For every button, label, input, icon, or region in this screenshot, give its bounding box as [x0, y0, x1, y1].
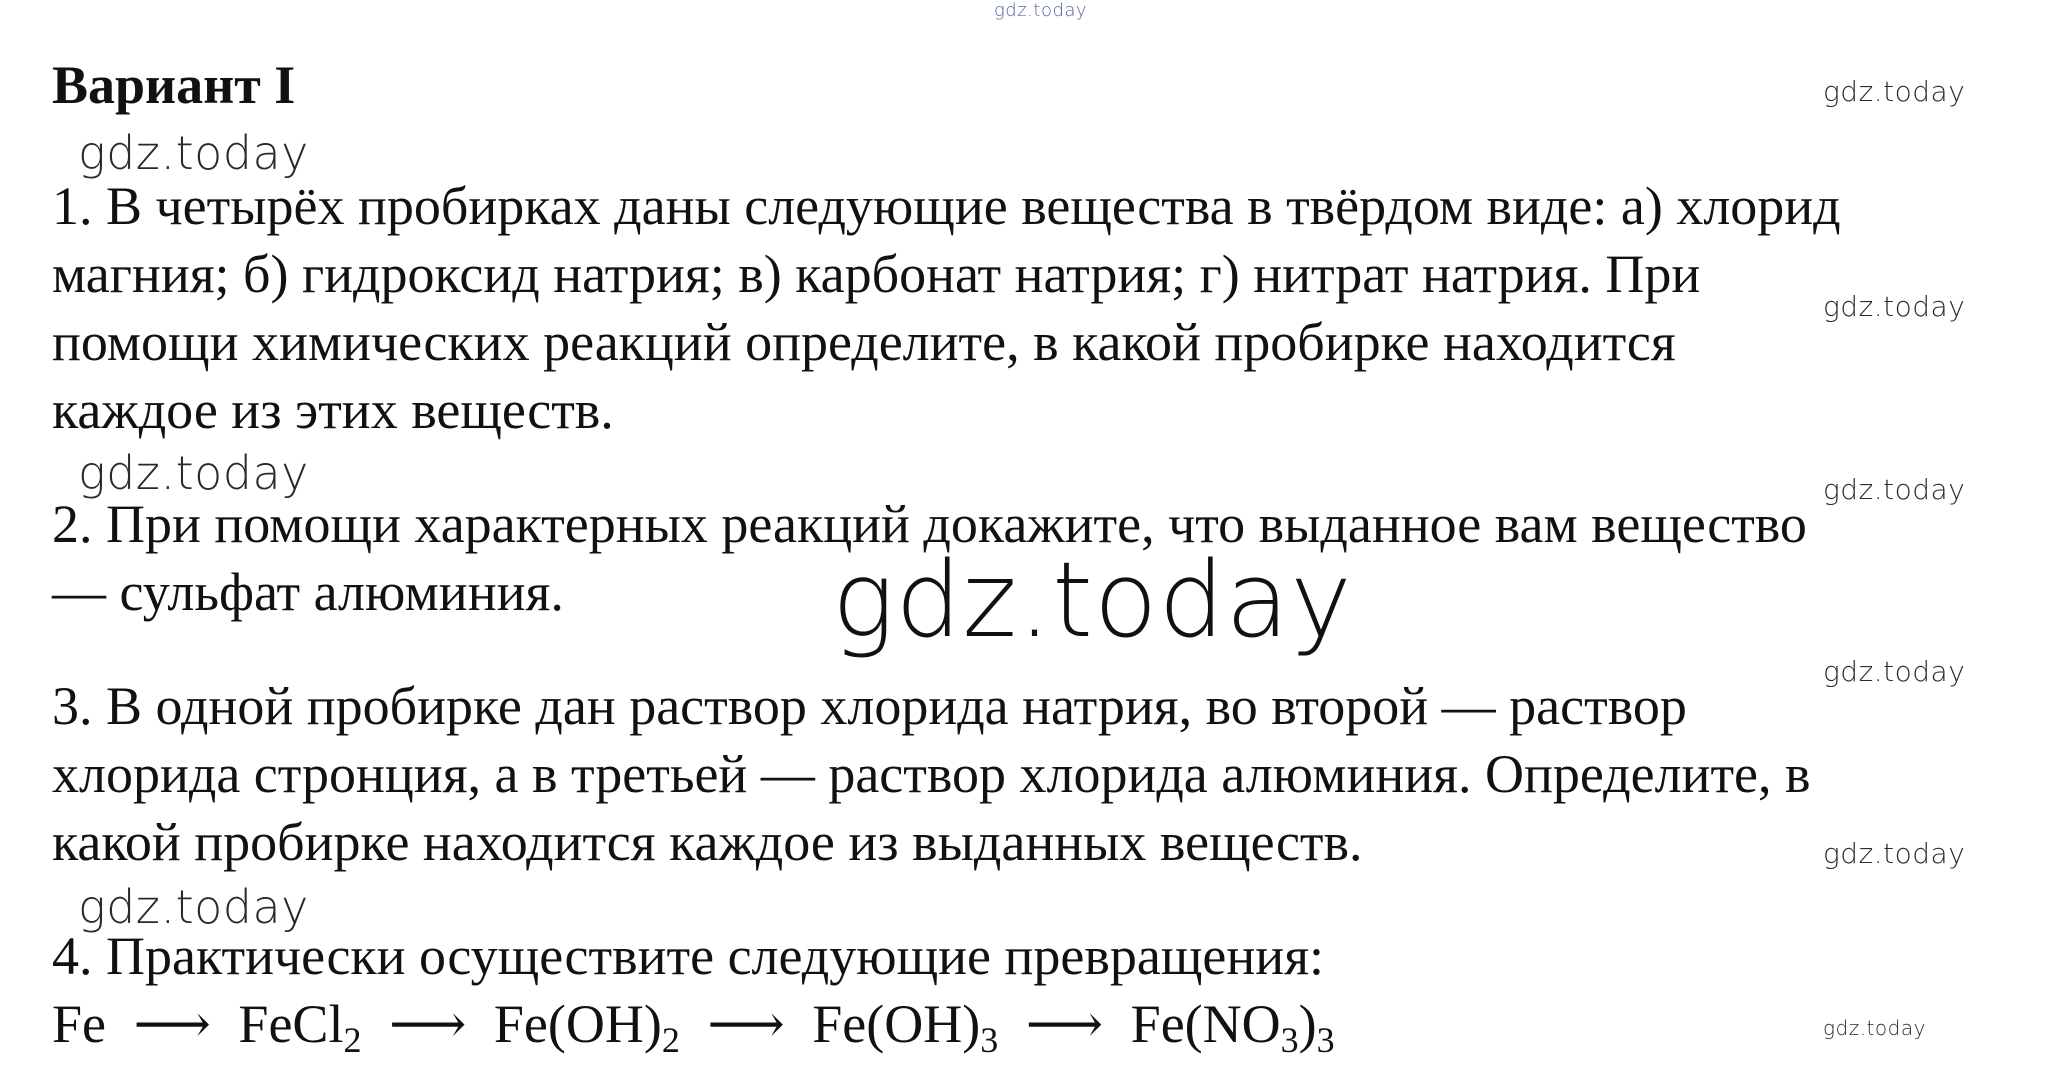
task-line: 3. В одной пробирке дан раствор хлорида натрия, во второй — раствор [52, 676, 1687, 736]
task-line: хлорида стронция, а в третьей — раствор хлорида алюминия. Определите, в [52, 744, 1811, 804]
species-feoh3: $Fe(OH)_3$ [812, 994, 999, 1060]
watermark-left: gdz.today [78, 446, 309, 500]
reaction-arrow: ⟶ [133, 994, 211, 1054]
watermark-right: gdz.today [1823, 290, 1966, 323]
watermark-left: gdz.today [78, 880, 309, 934]
reaction-arrow: ⟶ [388, 994, 467, 1054]
watermark-left: gdz.today [78, 126, 309, 180]
species-feoh2: $Fe(OH)_2$ [493, 994, 680, 1060]
watermark-right: gdz.today [1823, 837, 1966, 870]
watermark-top: gdz.today [994, 0, 1088, 21]
species-fecl2: FeCl$_2$ [238, 994, 362, 1060]
species-feno33: $Fe(NO_3)_3$ [1130, 994, 1335, 1060]
task-line: 1. В четырёх пробирках даны следующие вещества в твёрдом виде: а) хлорид [52, 176, 1841, 236]
watermark-center: gdz.today [832, 539, 1353, 661]
task-4 [52, 922, 1324, 990]
task-line: 4. Практически осуществите следующие превращения: [52, 926, 1325, 986]
task-line: 2. При помощи характерных реакций докажите, что выданное вам вещество [52, 494, 1807, 554]
watermark-right: gdz.today [1823, 75, 1966, 108]
task-line: помощи химических реакций определите, в какой пробирке находится [52, 312, 1676, 372]
task-line: каждое из этих веществ. [52, 380, 614, 440]
task-line: — сульфат алюминия. [52, 562, 564, 622]
reaction-arrow: ⟶ [1025, 994, 1104, 1054]
task-3 [52, 672, 1811, 876]
reaction-arrow: ⟶ [707, 994, 785, 1054]
reaction-chain [52, 990, 1335, 1058]
species-fe: Fe [52, 994, 106, 1054]
watermark-right: gdz.today [1823, 655, 1966, 688]
task-line: какой пробирке находится каждое из выданных веществ. [52, 812, 1363, 872]
task-1 [52, 172, 1841, 444]
task-line: магния; б) гидроксид натрия; в) карбонат натрия; г) нитрат натрия. При [52, 244, 1701, 304]
watermark-right-small: gdz.today [1823, 1016, 1926, 1040]
page-title: Вариант I [52, 55, 296, 115]
watermark-right: gdz.today [1823, 473, 1966, 506]
